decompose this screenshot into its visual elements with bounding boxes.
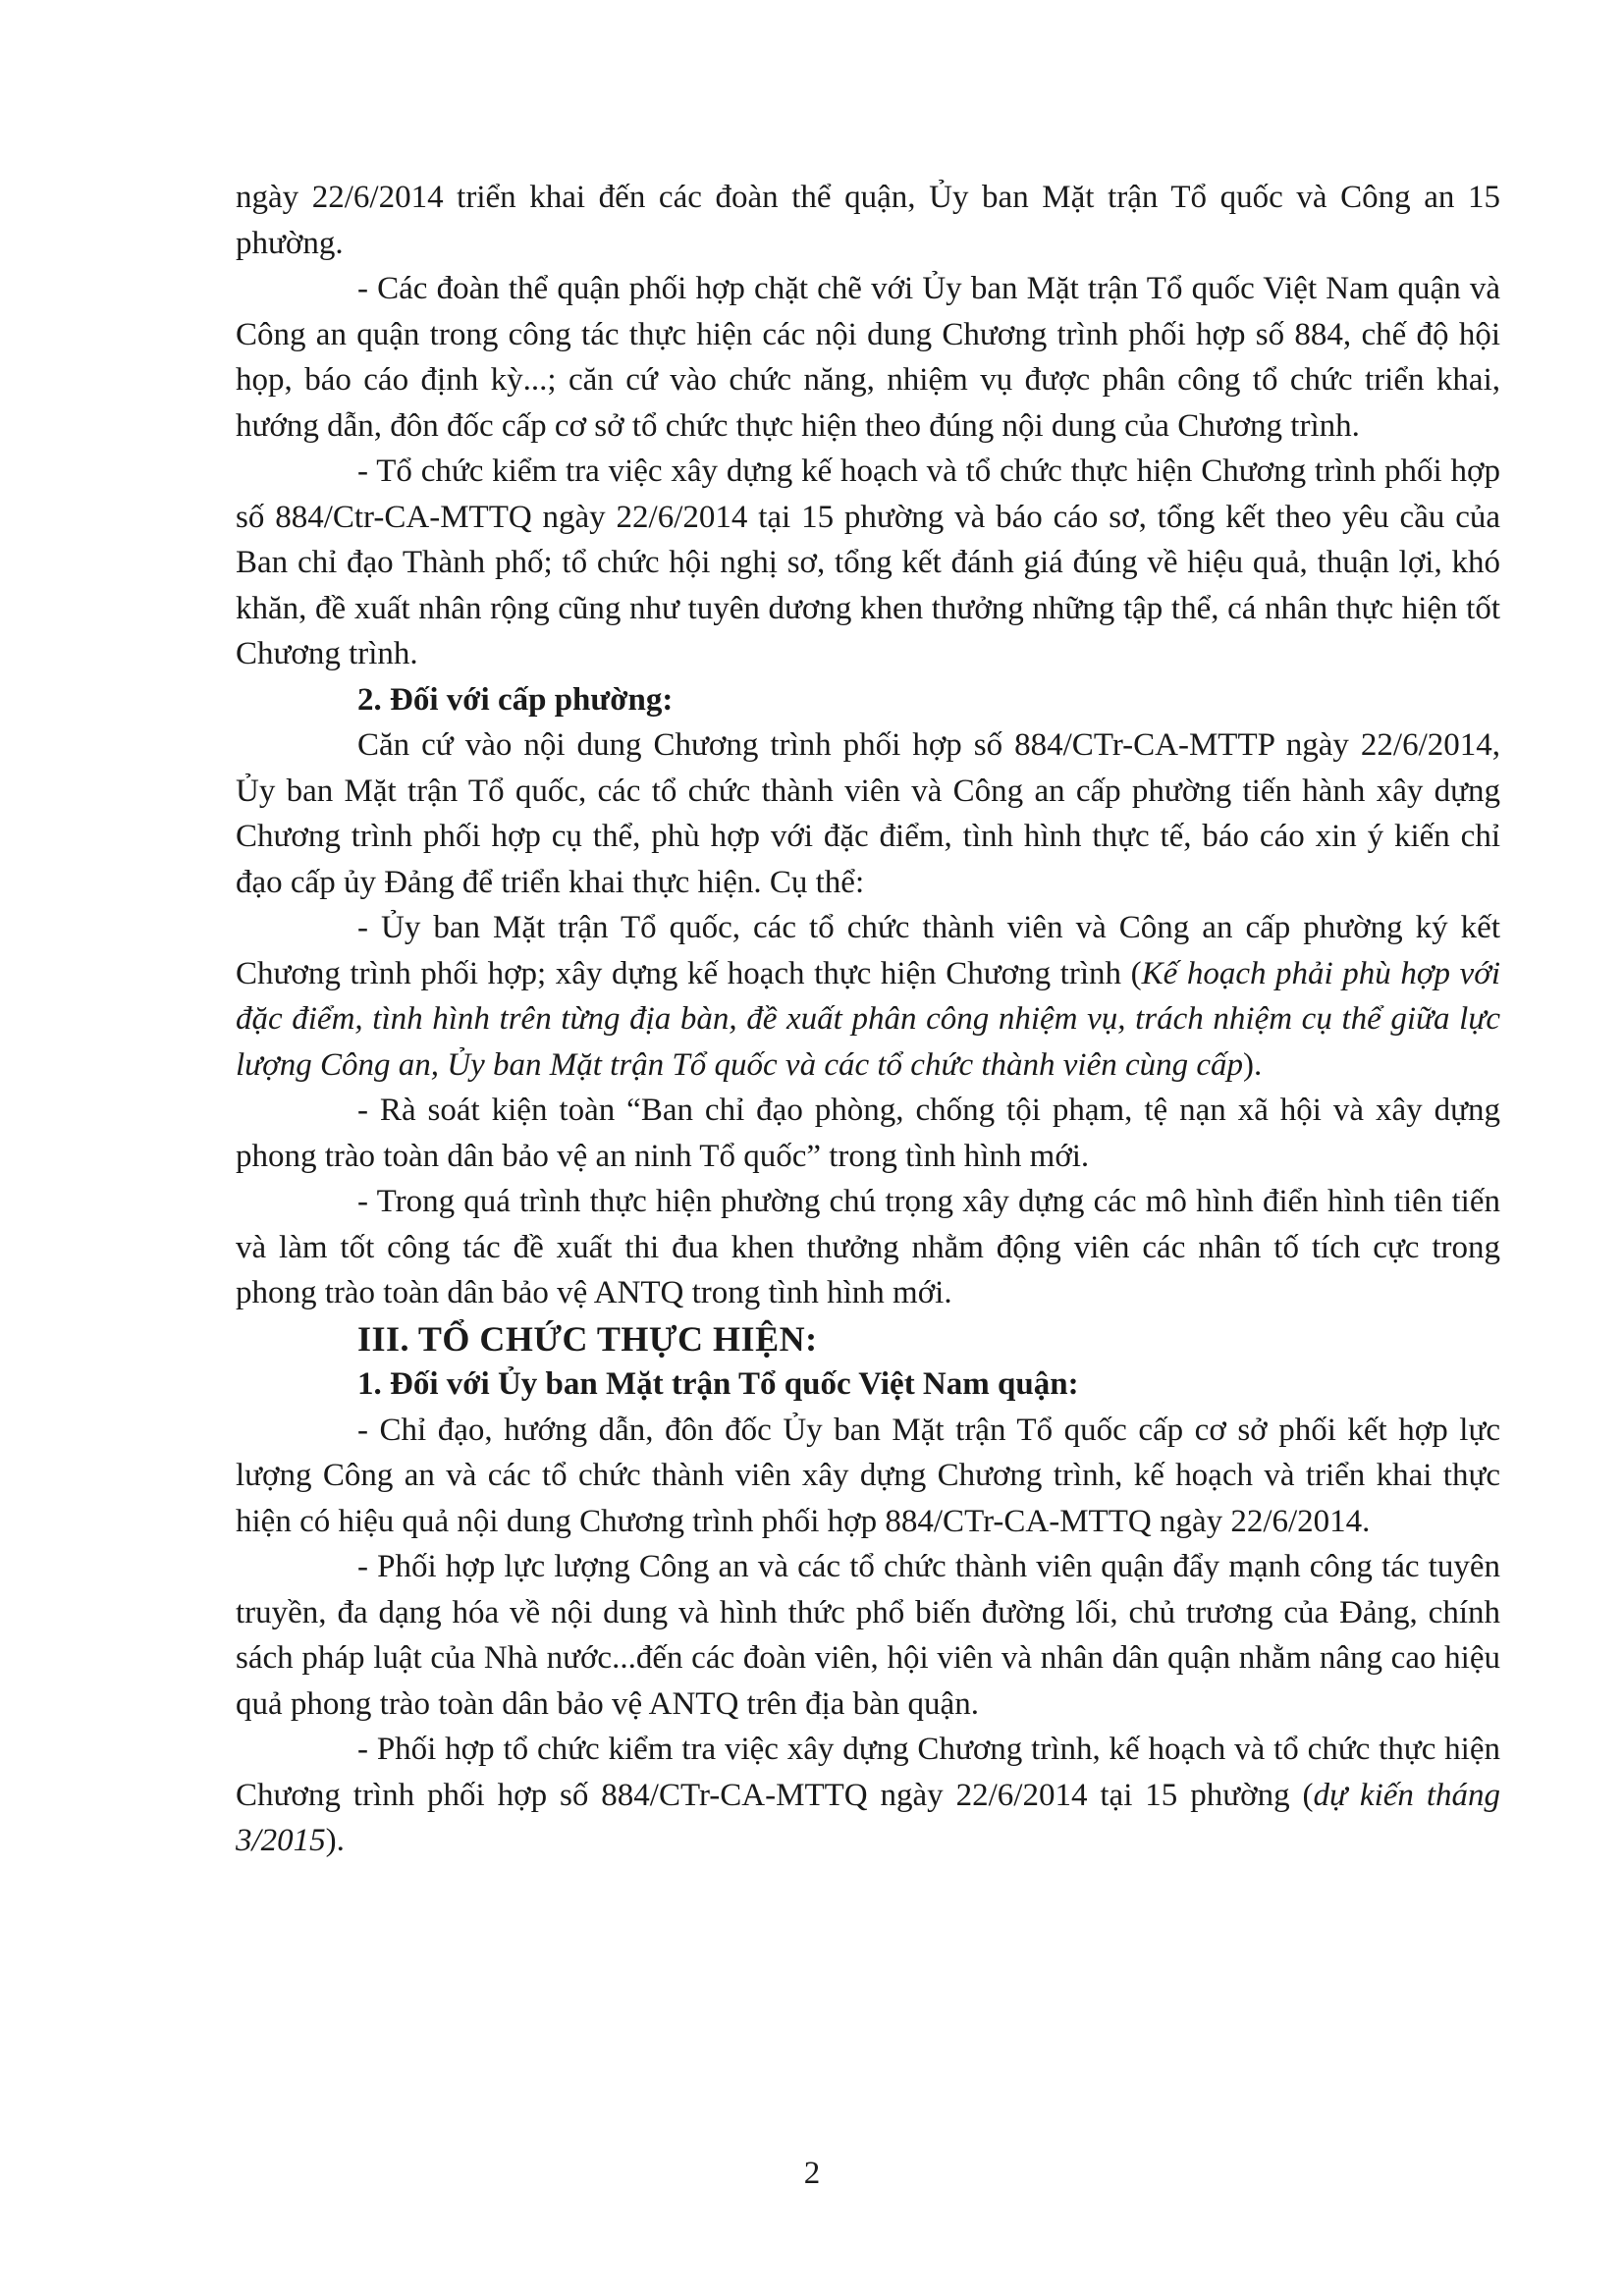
paragraph-models: - Trong quá trình thực hiện phường chú trọng xây dựng các mô hình điển hình tiên tiến và làm tốt công tác đề xuất thi đua khen thưởng nhằm động viên các nhân tố tích cực trong phong trào toàn dân bảo vệ ANTQ trong tình hình mới. [236, 1184, 1500, 1310]
paragraph-ward-signing-end: ). [1243, 1046, 1263, 1083]
paragraph-ward-signing-text: - Ủy ban Mặt trận Tổ quốc, các tổ chức thành viên và Công an cấp phường ký kết Chương trình phối hợp; xây dựng kế hoạch thực hiện Chương trình ( [236, 910, 1500, 991]
paragraph-direct-guide: - Chỉ đạo, hướng dẫn, đôn đốc Ủy ban Mặt trận Tổ quốc cấp cơ sở phối kết hợp lực lượng Công an và các tổ chức thành viên xây dựng Chương trình, kế hoạch và triển khai thực hiện có hiệu quả nội dung Chương trình phối hợp 884/CTr-CA-MTTQ ngày 22/6/2014. [236, 1412, 1500, 1539]
paragraph-propaganda: - Phối hợp lực lượng Công an và các tổ chức thành viên quận đẩy mạnh công tác tuyên truyền, đa dạng hóa về nội dung và hình thức phổ biến đường lối, chủ trương của Đảng, chính sách pháp luật của Nhà nước...đến các đoàn viên, hội viên và nhân dân quận nhằm nâng cao hiệu quả phong trào toàn dân bảo vệ ANTQ trên địa bàn quận. [236, 1549, 1500, 1722]
page-number: 2 [803, 2156, 821, 2191]
heading-section-3: III. TỔ CHỨC THỰC HIỆN: [357, 1318, 818, 1359]
heading-ward-level: 2. Đối với cấp phường: [357, 681, 674, 718]
paragraph-ward-signing [236, 905, 1500, 1088]
paragraph-mass-organizations: - Các đoàn thể quận phối hợp chặt chẽ với Ủy ban Mặt trận Tổ quốc Việt Nam quận và Công an quận trong công tác thực hiện các nội dung Chương trình phối hợp số 884, chế độ hội họp, báo cáo định kỳ...; căn cứ vào chức năng, nhiệm vụ được phân công tổ chức triển khai, hướng dẫn, đôn đốc cấp cơ sở tổ chức thực hiện theo đúng nội dung của Chương trình. [236, 271, 1500, 444]
paragraph-ward-signing-italic: Kế hoạch phải phù hợp với đặc điểm, tình hình trên từng địa bàn, đề xuất phân công nhiệm vụ, trách nhiệm cụ thể giữa lực lượng Công an, Ủy ban Mặt trận Tổ quốc và các tổ chức thành viên cùng cấp [236, 955, 1500, 1083]
paragraph-steering-committee: - Rà soát kiện toàn “Ban chỉ đạo phòng, chống tội phạm, tệ nạn xã hội và xây dựng phong trào toàn dân bảo vệ an ninh Tổ quốc” trong tình hình mới. [236, 1093, 1500, 1174]
document-body [236, 175, 1500, 1864]
paragraph-inspection: - Tổ chức kiểm tra việc xây dựng kế hoạch và tổ chức thực hiện Chương trình phối hợp số 884/Ctr-CA-MTTQ ngày 22/6/2014 tại 15 phường và báo cáo sơ, tổng kết theo yêu cầu của Ban chỉ đạo Thành phố; tổ chức hội nghị sơ, tổng kết đánh giá đúng về hiệu quả, thuận lợi, khó khăn, đề xuất nhân rộng cũng như tuyên dương khen thưởng những tập thể, cá nhân thực hiện tốt Chương trình. [236, 454, 1500, 671]
paragraph-inspection-plan-italic: dự kiến tháng 3/2015 [236, 1777, 1500, 1858]
paragraph-continuation: ngày 22/6/2014 triển khai đến các đoàn thể quận, Ủy ban Mặt trận Tổ quốc và Công an 15 phường. [236, 180, 1500, 261]
paragraph-inspection-plan [236, 1727, 1500, 1864]
heading-fatherland-front: 1. Đối với Ủy ban Mặt trận Tổ quốc Việt Nam quận: [357, 1366, 1079, 1402]
paragraph-inspection-plan-text: - Phối hợp tổ chức kiểm tra việc xây dựng Chương trình, kế hoạch và tổ chức thực hiện Chương trình phối hợp số 884/CTr-CA-MTTQ ngày 22/6/2014 tại 15 phường ( [236, 1732, 1500, 1813]
paragraph-ward-basis: Căn cứ vào nội dung Chương trình phối hợp số 884/CTr-CA-MTTP ngày 22/6/2014, Ủy ban Mặt trận Tổ quốc, các tổ chức thành viên và Công an cấp phường tiến hành xây dựng Chương trình phối hợp cụ thể, phù hợp với đặc điểm, tình hình thực tế, báo cáo xin ý kiến chỉ đạo cấp ủy Đảng để triển khai thực hiện. Cụ thể: [236, 727, 1500, 900]
paragraph-inspection-plan-end: ). [325, 1823, 345, 1858]
